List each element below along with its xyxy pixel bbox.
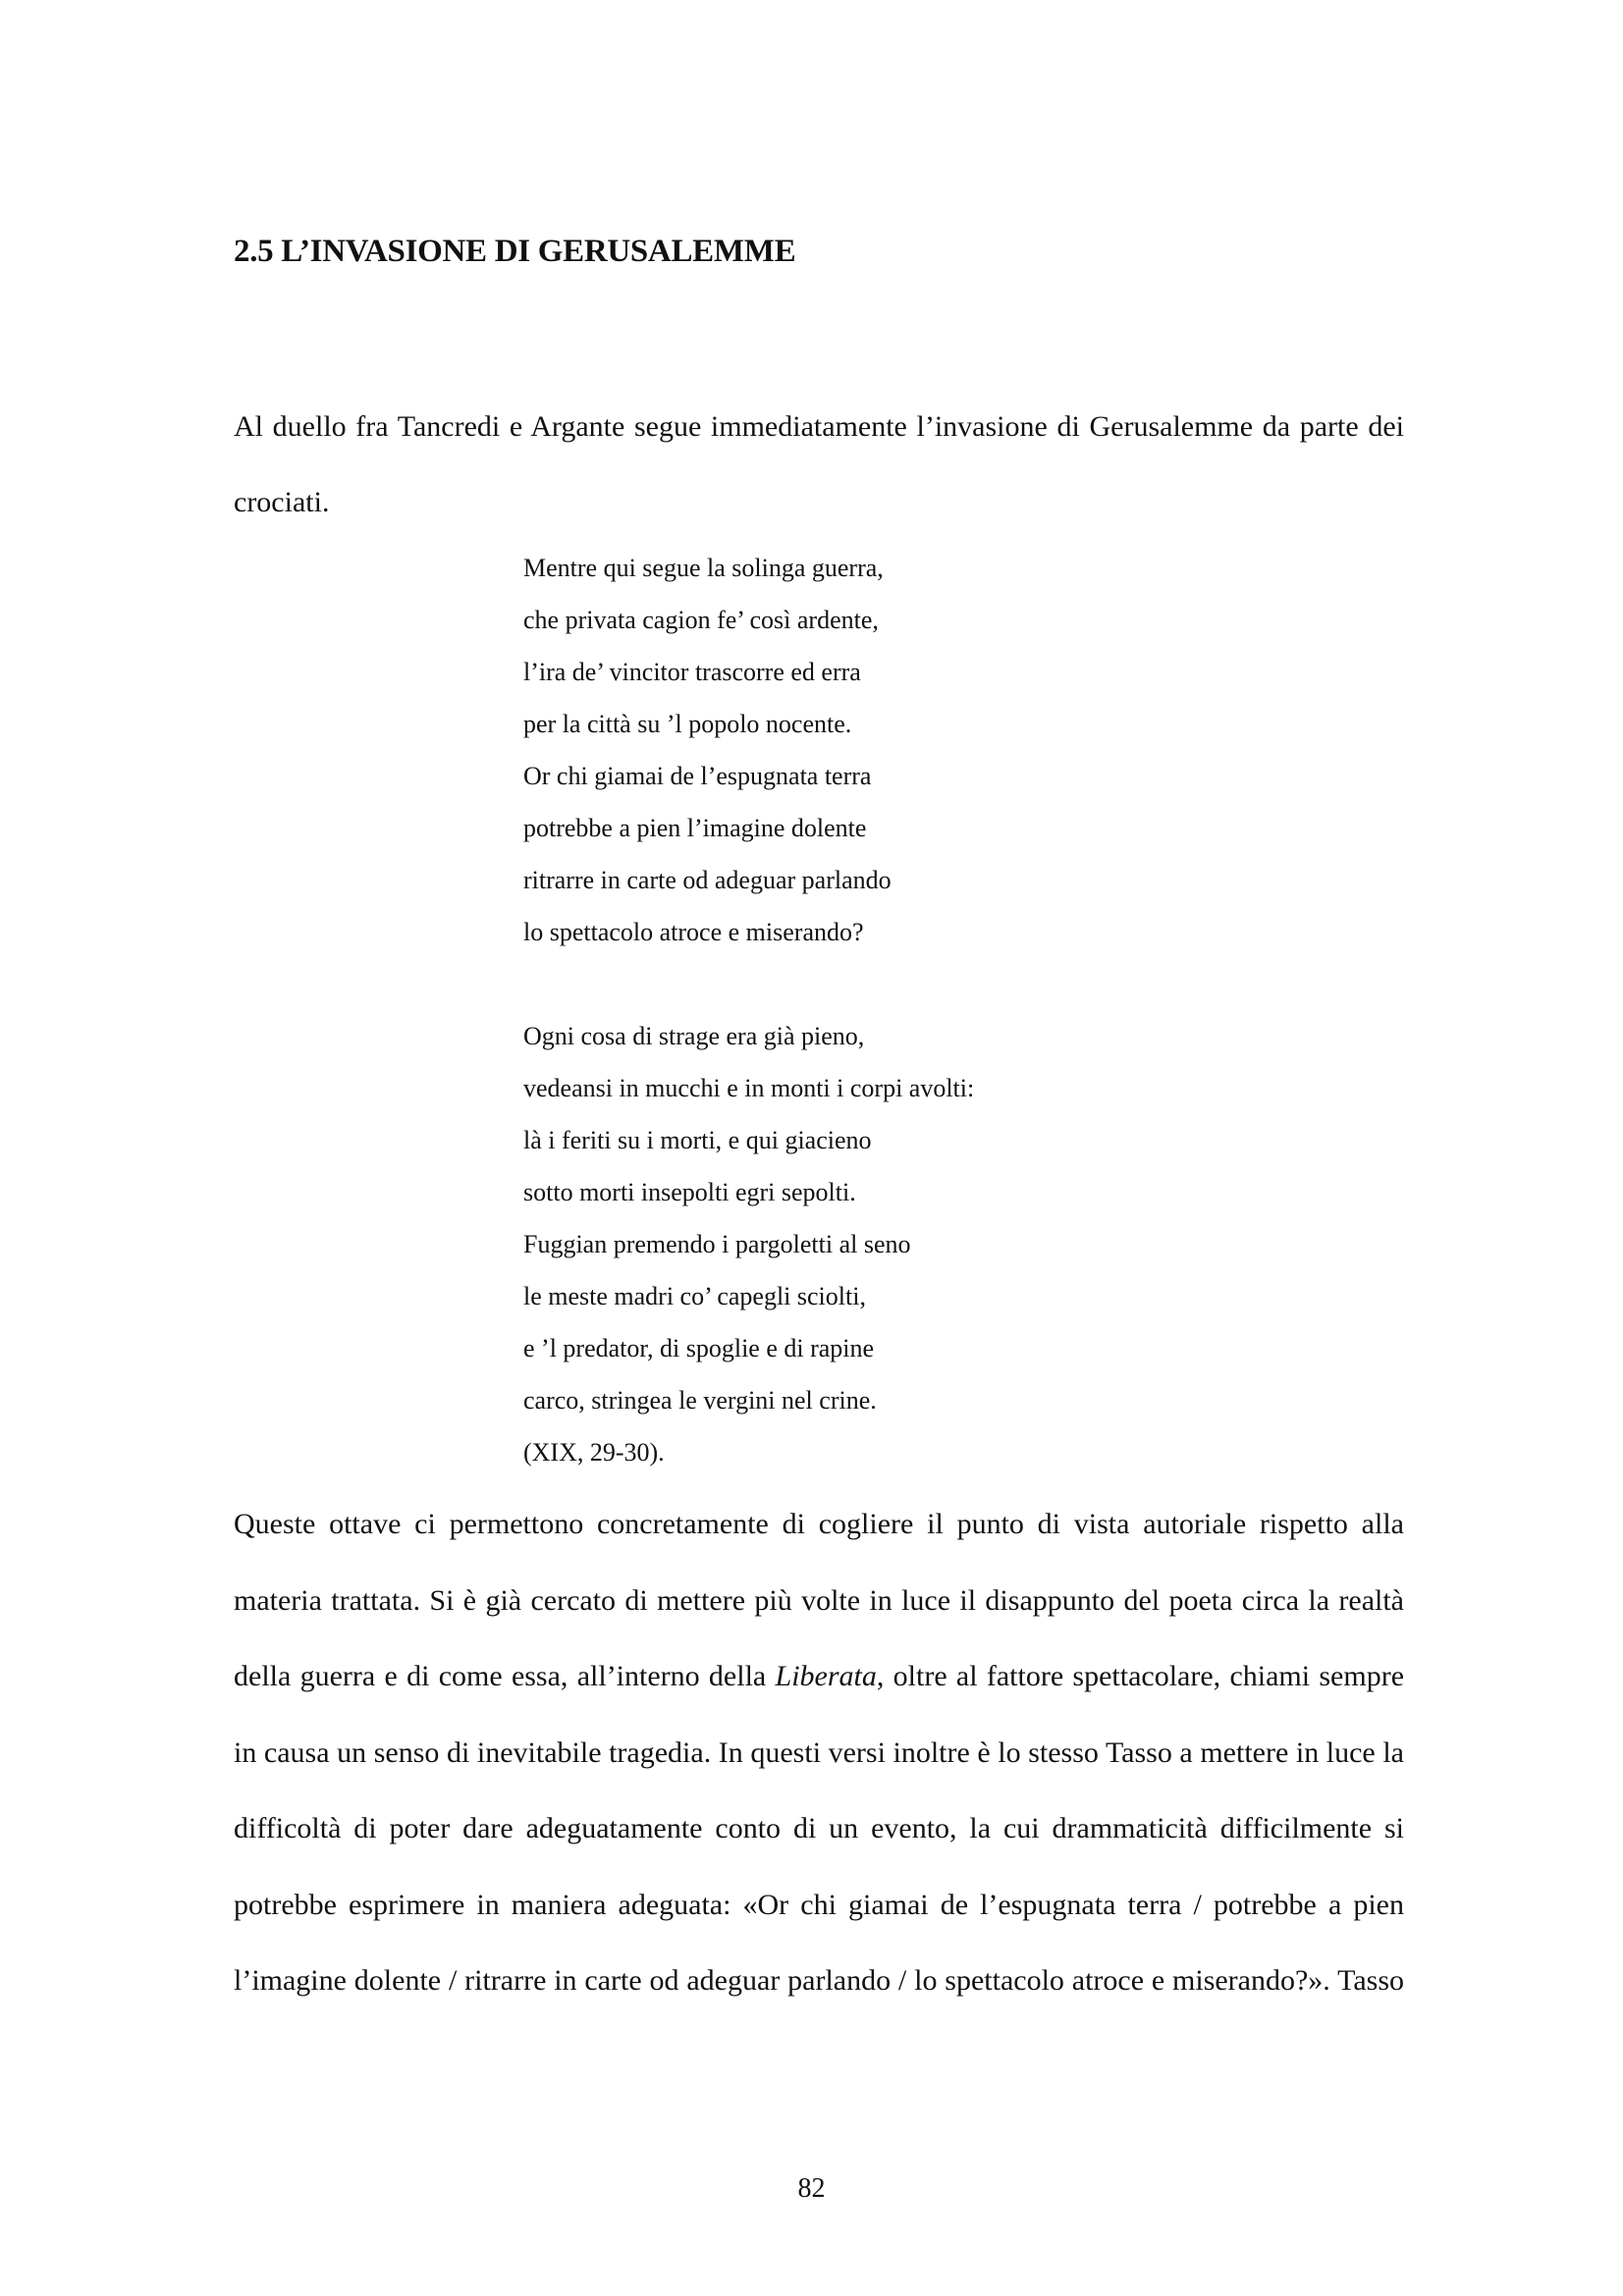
section-heading: 2.5 L’INVASIONE DI GERUSALEMME — [234, 234, 796, 269]
verse-line: ritrarre in carte od adeguar parlando — [523, 866, 892, 894]
page-number: 82 — [797, 2173, 826, 2204]
verse-stanza-1 — [523, 542, 892, 958]
work-title-italic: Liberata — [775, 1660, 877, 1692]
verse-line: vedeansi in mucchi e in monti i corpi avolti: — [523, 1074, 975, 1102]
verse-line: Mentre qui segue la solinga guerra, — [523, 554, 884, 582]
verse-line: che privata cagion fe’ così ardente, — [523, 606, 879, 634]
verse-citation: (XIX, 29-30). — [523, 1438, 665, 1467]
intro-paragraph: Al duello fra Tancredi e Argante segue immediatamente l’invasione di Gerusalemme da parte dei crociati. — [234, 410, 1404, 518]
verse-line: là i feriti su i morti, e qui giacieno — [523, 1126, 872, 1154]
body-text-part-1: Queste ottave ci permettono concretamente di cogliere il punto di vista autoriale rispetto alla materia trattata. Si è già cercato di mettere più volte in luce il disappunto del poeta circa la realtà della guerra e di come essa, all’interno della — [234, 1508, 1404, 1692]
verse-line: Fuggian premendo i pargoletti al seno — [523, 1230, 911, 1258]
verse-line: sotto morti insepolti egri sepolti. — [523, 1178, 856, 1206]
verse-line: potrebbe a pien l’imagine dolente — [523, 814, 867, 842]
verse-line: l’ira de’ vincitor trascorre ed erra — [523, 658, 861, 686]
verse-line: Or chi giamai de l’espugnata terra — [523, 762, 872, 790]
verse-line: carco, stringea le vergini nel crine. — [523, 1386, 877, 1415]
verse-stanza-2 — [523, 1010, 974, 1426]
verse-line: lo spettacolo atroce e miserando? — [523, 918, 864, 946]
body-text-part-2: , oltre al fattore spettacolare, chiami sempre in causa un senso di inevitabile tragedia. In questi versi inoltre è lo stesso Tasso a mettere in luce la difficoltà di poter dare adeguatamente conto di un evento, la cui drammaticità difficilmente si potrebbe esprimere in maniera adeguata: «Or chi giamai de l’espugnata terra / potrebbe a pien l’imagine dolente / ritrarre in carte od adeguar parlando / lo spettacolo atroce e miserando?». Tasso — [234, 1660, 1405, 1997]
verse-line: Ogni cosa di strage era già pieno, — [523, 1022, 865, 1050]
verse-line: le meste madri co’ capegli sciolti, — [523, 1282, 866, 1310]
verse-line: e ’l predator, di spoglie e di rapine — [523, 1334, 875, 1362]
body-paragraph — [234, 1486, 1404, 2019]
verse-line: per la città su ’l popolo nocente. — [523, 710, 852, 738]
